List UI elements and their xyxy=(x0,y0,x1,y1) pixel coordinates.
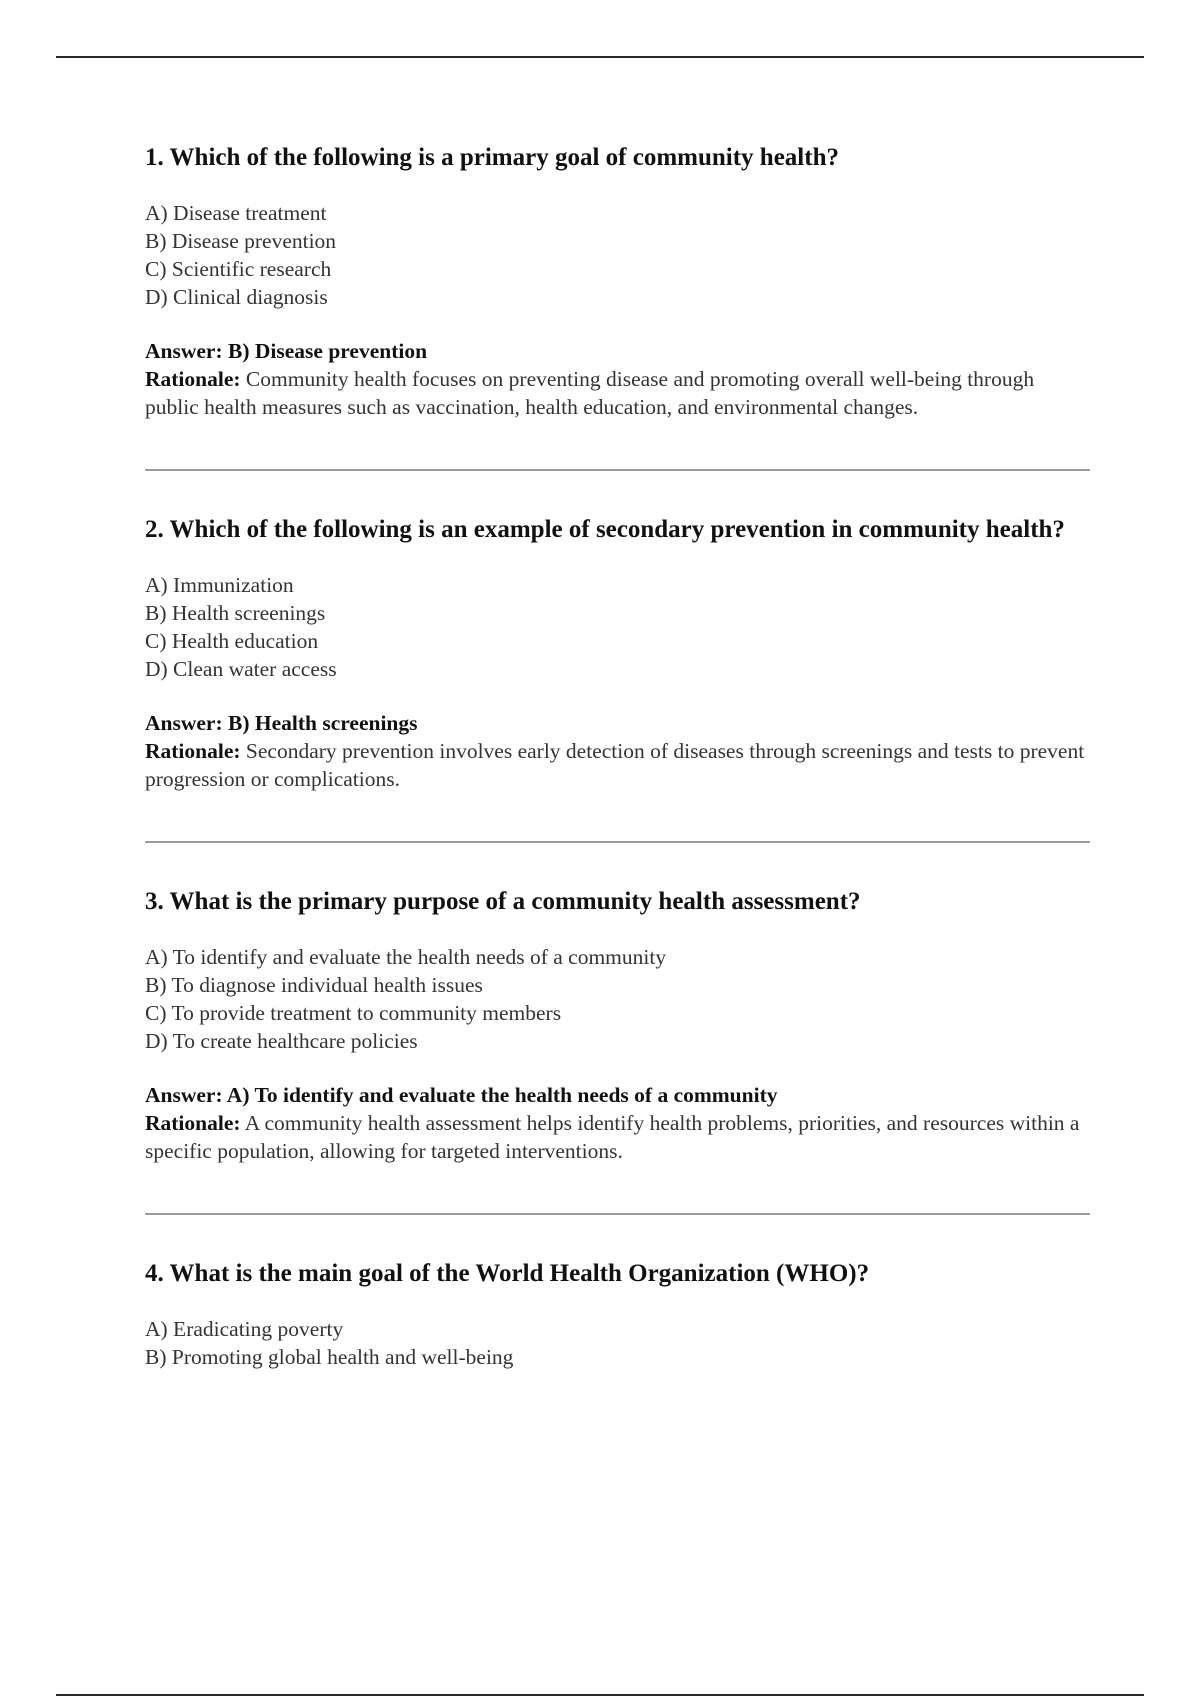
question-3 xyxy=(145,887,1090,1165)
rationale-text: Secondary prevention involves early detection of diseases through screenings and tests to prevent progression or complications. xyxy=(145,739,1085,791)
rationale-label: Rationale: xyxy=(145,367,241,391)
question-title: 4. What is the main goal of the World Health Organization (WHO)? xyxy=(145,1260,870,1287)
section-divider xyxy=(145,841,1090,843)
section-divider xyxy=(145,1213,1090,1215)
quiz-content xyxy=(145,143,1090,1397)
option-b: B) Promoting global health and well-being xyxy=(145,1345,514,1369)
rationale-label: Rationale: xyxy=(145,739,241,763)
rationale xyxy=(145,1109,1090,1165)
question-title: 1. Which of the following is a primary goal of community health? xyxy=(145,144,839,171)
option-a: A) Disease treatment xyxy=(145,201,327,225)
option-list xyxy=(145,943,1090,1055)
option-list xyxy=(145,571,1090,683)
option-a: A) Immunization xyxy=(145,573,294,597)
answer-line: Answer: A) To identify and evaluate the health needs of a community xyxy=(145,1083,778,1107)
question-title: 3. What is the primary purpose of a community health assessment? xyxy=(145,888,861,915)
option-c: C) Health education xyxy=(145,629,319,653)
section-divider xyxy=(145,469,1090,471)
option-list xyxy=(145,199,1090,311)
option-a: A) To identify and evaluate the health needs of a community xyxy=(145,945,667,969)
answer-line: Answer: B) Disease prevention xyxy=(145,339,428,363)
option-list xyxy=(145,1315,1090,1371)
option-c: C) Scientific research xyxy=(145,257,332,281)
answer-line: Answer: B) Health screenings xyxy=(145,711,418,735)
bottom-page-rule xyxy=(56,1694,1144,1696)
question-2 xyxy=(145,515,1090,793)
rationale-label: Rationale: xyxy=(145,1111,241,1135)
rationale-text: Community health focuses on preventing disease and promoting overall well-being through public health measures such as vaccination, health education, and environmental changes. xyxy=(145,367,1035,419)
option-c: C) To provide treatment to community members xyxy=(145,1001,562,1025)
question-title: 2. Which of the following is an example of secondary prevention in community health? xyxy=(145,516,1065,543)
option-d: D) To create healthcare policies xyxy=(145,1029,418,1053)
top-page-rule xyxy=(56,56,1144,58)
option-b: B) Health screenings xyxy=(145,601,326,625)
option-b: B) To diagnose individual health issues xyxy=(145,973,483,997)
option-b: B) Disease prevention xyxy=(145,229,337,253)
option-d: D) Clinical diagnosis xyxy=(145,285,328,309)
question-4 xyxy=(145,1259,1090,1371)
rationale-text: A community health assessment helps identify health problems, priorities, and resources within a specific population, allowing for targeted interventions. xyxy=(145,1111,1080,1163)
rationale xyxy=(145,365,1090,421)
option-d: D) Clean water access xyxy=(145,657,337,681)
option-a: A) Eradicating poverty xyxy=(145,1317,344,1341)
rationale xyxy=(145,737,1090,793)
question-1 xyxy=(145,143,1090,421)
